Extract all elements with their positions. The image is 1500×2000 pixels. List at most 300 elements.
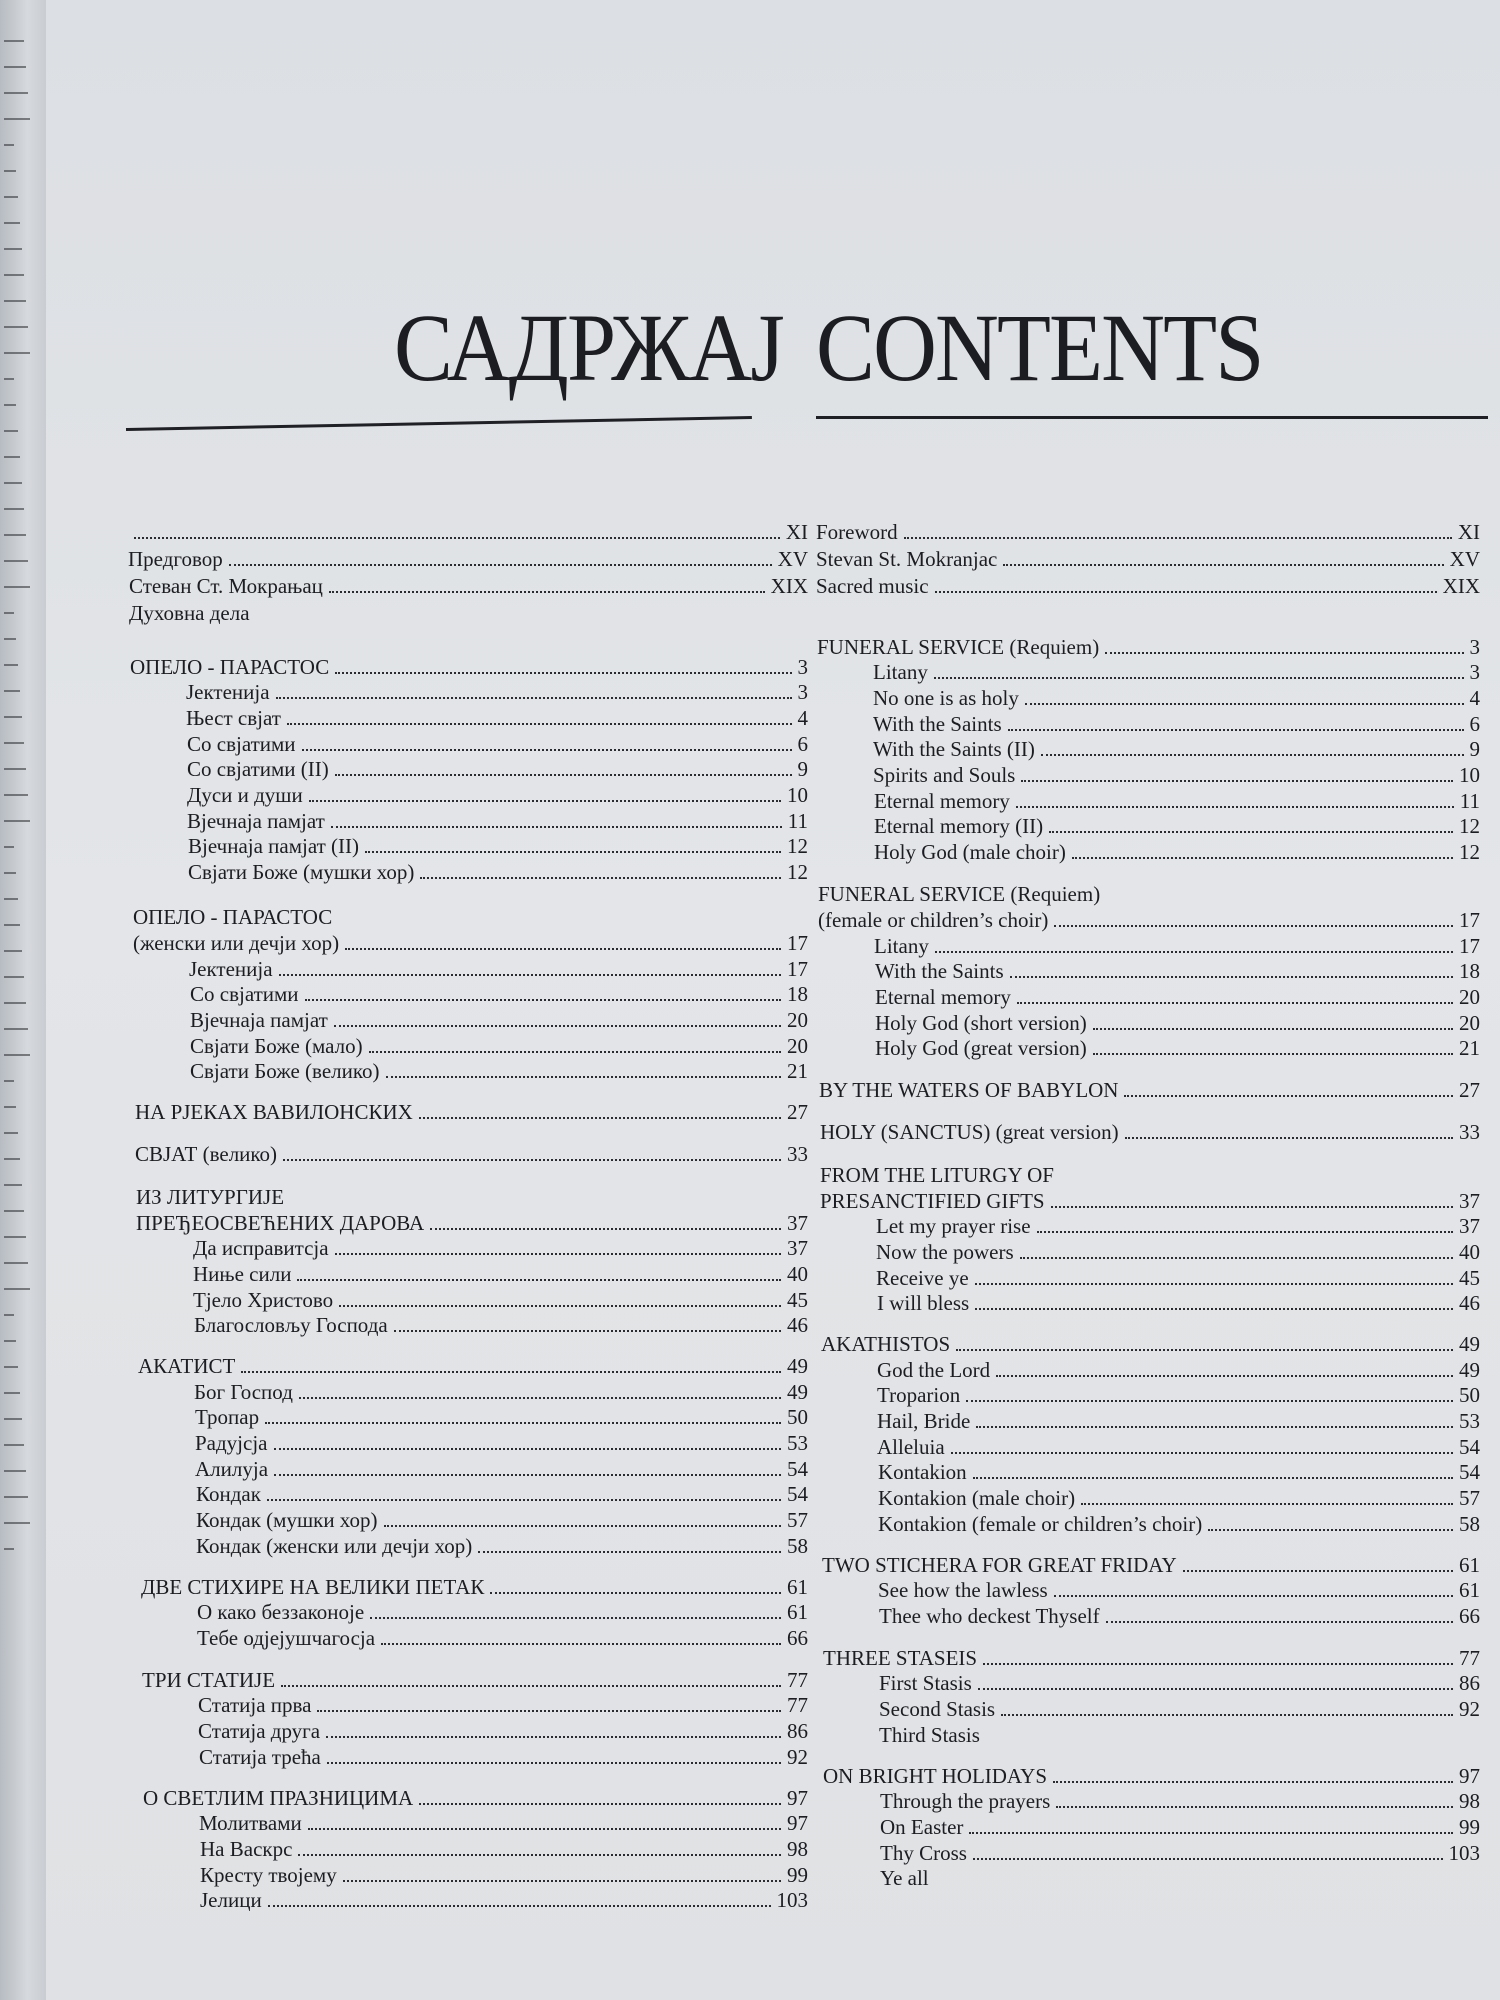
dot-leader <box>298 1854 781 1856</box>
toc-page-number: 4 <box>1469 686 1480 710</box>
toc-entry-title: Hail, Bride <box>877 1409 971 1433</box>
toc-subentry <box>875 1036 1480 1061</box>
toc-entry-title: Troparion <box>877 1383 961 1407</box>
toc-entry-title: With the Saints <box>873 712 1002 736</box>
dot-leader <box>339 1305 781 1307</box>
toc-entry <box>129 601 808 626</box>
toc-page-number: 10 <box>787 783 808 807</box>
toc-entry-title: Молитвами <box>199 1811 302 1835</box>
toc-page-number: 61 <box>1459 1553 1480 1577</box>
facing-page-text-fragment <box>4 664 18 666</box>
toc-entry-title: Eternal memory (II) <box>874 814 1044 838</box>
toc-entry <box>820 1189 1480 1214</box>
toc-entry-title: Алилуја <box>195 1457 269 1481</box>
facing-page-text-fragment <box>4 248 22 250</box>
facing-page-text-fragment <box>4 1470 26 1472</box>
toc-page-number: 17 <box>1459 934 1480 958</box>
toc-subentry <box>200 1863 808 1888</box>
facing-page-text-fragment <box>4 586 30 588</box>
facing-page-text-fragment <box>4 1132 18 1134</box>
toc-page-number: 58 <box>1459 1512 1480 1536</box>
toc-entry-title: О СВЕТЛИМ ПРАЗНИЦИМА <box>143 1786 414 1810</box>
toc-subentry <box>190 1059 808 1084</box>
toc-subentry <box>879 1723 1480 1748</box>
facing-page-text-fragment <box>4 1158 20 1160</box>
dot-leader <box>327 1762 781 1764</box>
toc-entry-title: Статија трећа <box>199 1745 321 1769</box>
dot-leader <box>1021 780 1453 782</box>
dot-leader <box>309 800 781 802</box>
toc-subentry <box>876 1214 1480 1239</box>
toc-page-number: 3 <box>1469 660 1480 684</box>
dot-leader <box>265 1422 781 1424</box>
toc-entry-title: Јектенија <box>186 680 270 704</box>
toc-entry-title: ОПЕЛО - ПАРАСТОС <box>133 905 333 929</box>
toc-page-number: 45 <box>1459 1266 1480 1290</box>
toc-subentry <box>879 1697 1480 1722</box>
dot-leader <box>370 1617 781 1619</box>
toc-entry-title: Тјело Христово <box>193 1288 334 1312</box>
facing-page-text-fragment <box>4 560 28 562</box>
facing-page-text-fragment <box>4 1522 30 1524</box>
toc-entry-title: Eternal memory <box>874 789 1010 813</box>
toc-page-number: XIX <box>770 574 808 598</box>
facing-page-text-fragment <box>4 690 20 692</box>
toc-entry <box>822 1553 1480 1578</box>
toc-entry <box>816 574 1480 599</box>
dot-leader <box>1017 1002 1453 1004</box>
toc-subentry <box>877 1291 1480 1316</box>
toc-page-number: 18 <box>787 982 808 1006</box>
toc-subentry <box>199 1745 808 1770</box>
toc-page-number: 49 <box>1459 1332 1480 1356</box>
dot-leader <box>345 948 781 950</box>
toc-entry-title: Holy God (short version) <box>875 1011 1087 1035</box>
facing-page-text-fragment <box>4 1366 18 1368</box>
toc-subentry <box>193 1236 808 1261</box>
toc-entry-title: ДВЕ СТИХИРЕ НА ВЕЛИКИ ПЕТАК <box>141 1575 485 1599</box>
facing-page-text-fragment <box>4 768 26 770</box>
dot-leader <box>1051 1206 1453 1208</box>
toc-page-number: 37 <box>787 1211 808 1235</box>
dot-leader <box>365 851 781 853</box>
toc-entry <box>817 635 1480 660</box>
dot-leader <box>973 1858 1443 1860</box>
dot-leader <box>274 1474 781 1476</box>
toc-page-number: 57 <box>1459 1486 1480 1510</box>
toc-subentry <box>195 1405 808 1430</box>
toc-subentry <box>193 1288 808 1313</box>
toc-entry-title: ИЗ ЛИТУРГИЈЕ <box>136 1185 285 1209</box>
dot-leader <box>287 723 792 725</box>
toc-entry-title: (female or children’s choir) <box>818 908 1049 932</box>
toc-subentry <box>198 1719 808 1744</box>
dot-leader <box>241 1371 781 1373</box>
toc-page-number: 17 <box>787 957 808 981</box>
toc-subentry <box>196 1482 808 1507</box>
toc-entry-title: Through the prayers <box>880 1789 1051 1813</box>
toc-entry <box>128 520 808 545</box>
toc-page-number: 98 <box>1459 1789 1480 1813</box>
toc-page-number: 49 <box>1459 1358 1480 1382</box>
facing-page-text-fragment <box>4 222 20 224</box>
toc-entry-title: Let my prayer rise <box>876 1214 1031 1238</box>
toc-page-number: 37 <box>1459 1189 1480 1213</box>
toc-page-number: 58 <box>787 1534 808 1558</box>
dot-leader <box>308 1828 781 1830</box>
toc-page-number: 37 <box>787 1236 808 1260</box>
toc-page-number: 33 <box>1459 1120 1480 1144</box>
facing-page-text-fragment <box>4 300 26 302</box>
toc-page-number: 20 <box>787 1034 808 1058</box>
toc-subentry <box>874 934 1480 959</box>
dot-leader <box>478 1551 781 1553</box>
toc-subentry <box>873 686 1480 711</box>
toc-entry <box>135 1142 808 1167</box>
dot-leader <box>419 1803 781 1805</box>
toc-entry-title: Тропар <box>195 1405 260 1429</box>
toc-entry <box>820 1120 1480 1145</box>
toc-subentry <box>190 1008 808 1033</box>
dot-leader <box>331 826 782 828</box>
toc-subentry <box>187 732 808 757</box>
toc-page-number: 97 <box>787 1786 808 1810</box>
facing-page-text-fragment <box>4 1288 30 1290</box>
toc-page-number: 17 <box>1459 908 1480 932</box>
toc-page-number: 66 <box>787 1626 808 1650</box>
toc-page-number: 61 <box>787 1575 808 1599</box>
toc-page-number: 9 <box>797 757 808 781</box>
toc-page-number: 97 <box>787 1811 808 1835</box>
toc-page-number: 54 <box>787 1457 808 1481</box>
facing-page-text-fragment <box>4 1054 30 1056</box>
toc-entry <box>135 1100 808 1125</box>
toc-page-number: 46 <box>787 1313 808 1337</box>
dot-leader <box>305 999 781 1001</box>
toc-subentry <box>195 1457 808 1482</box>
toc-entry-title: Вјечнаја памјат (II) <box>188 834 360 858</box>
toc-subentry <box>188 860 808 885</box>
toc-page-number: 27 <box>787 1100 808 1124</box>
facing-page-text-fragment <box>4 872 16 874</box>
dot-leader <box>283 1159 781 1161</box>
toc-page-number: 17 <box>787 931 808 955</box>
toc-page-number: 20 <box>1459 985 1480 1009</box>
title-rule-left <box>126 416 752 431</box>
dot-leader <box>386 1076 782 1078</box>
toc-entry-title: Litany <box>873 660 928 684</box>
dot-leader <box>1125 1137 1453 1139</box>
toc-subentry <box>875 1011 1480 1036</box>
toc-entry-title: Кондак (женски или дечји хор) <box>196 1534 473 1558</box>
toc-subentry <box>873 660 1480 685</box>
dot-leader <box>430 1228 781 1230</box>
toc-page-number: 12 <box>1459 814 1480 838</box>
dot-leader <box>1016 806 1454 808</box>
facing-page-text-fragment <box>4 1080 14 1082</box>
dot-leader <box>297 1279 781 1281</box>
toc-subentry <box>877 1358 1480 1383</box>
toc-page-number: 21 <box>787 1059 808 1083</box>
toc-subentry <box>878 1578 1480 1603</box>
toc-entry <box>136 1211 808 1236</box>
toc-subentry <box>187 757 808 782</box>
toc-entry-title: FROM THE LITURGY OF <box>820 1163 1054 1187</box>
toc-subentry <box>197 1626 808 1651</box>
toc-page-number: 18 <box>1459 959 1480 983</box>
toc-entry <box>133 931 808 956</box>
dot-leader <box>1056 1806 1453 1808</box>
facing-page-text-fragment <box>4 404 16 406</box>
toc-entry <box>143 1786 808 1811</box>
dot-leader <box>1049 831 1453 833</box>
toc-entry <box>816 520 1480 545</box>
facing-page-text-fragment <box>4 144 14 146</box>
toc-subentry <box>873 737 1480 762</box>
dot-leader <box>335 774 792 776</box>
dot-leader <box>935 591 1437 593</box>
toc-entry-title: Кондак (мушки хор) <box>196 1508 378 1532</box>
facing-page-text-fragment <box>4 352 30 354</box>
toc-page-number: 40 <box>787 1262 808 1286</box>
toc-page-number: 66 <box>1459 1604 1480 1628</box>
toc-page-number: 97 <box>1459 1764 1480 1788</box>
facing-page-text-fragment <box>4 92 28 94</box>
toc-page-number: 49 <box>787 1354 808 1378</box>
dot-leader <box>975 1283 1453 1285</box>
facing-page-text-fragment <box>4 898 18 900</box>
toc-entry-title: Радујсја <box>195 1431 268 1455</box>
toc-entry-title: BY THE WATERS OF BABYLON <box>819 1078 1119 1102</box>
toc-subentry <box>877 1435 1480 1460</box>
toc-entry <box>818 908 1480 933</box>
toc-entry <box>129 574 808 599</box>
dot-leader <box>956 1349 1453 1351</box>
dot-leader <box>1054 925 1453 927</box>
toc-entry-title: Свјати Боже (мушки хор) <box>188 860 415 884</box>
toc-entry-title: Foreword <box>816 520 898 544</box>
toc-page-number: 54 <box>1459 1460 1480 1484</box>
toc-entry-title: СВЈАТ (велико) <box>135 1142 278 1166</box>
toc-page-number: 57 <box>787 1508 808 1532</box>
facing-page-text-fragment <box>4 638 16 640</box>
dot-leader <box>1020 1257 1453 1259</box>
facing-page-text-fragment <box>4 430 18 432</box>
facing-page-text-fragment <box>4 1002 26 1004</box>
toc-entry-title: Благословљу Господа <box>194 1313 388 1337</box>
dot-leader <box>966 1400 1453 1402</box>
toc-page-number: 46 <box>1459 1291 1480 1315</box>
toc-entry-title: Со свјатими (II) <box>187 757 329 781</box>
toc-entry-title: THREE STASEIS <box>823 1646 978 1670</box>
toc-subentry <box>880 1866 1480 1891</box>
toc-subentry <box>188 834 808 859</box>
toc-entry-title: With the Saints (II) <box>873 737 1035 761</box>
dot-leader <box>279 974 781 976</box>
toc-entry-title: На Васкрс <box>200 1837 293 1861</box>
toc-subentry <box>200 1837 808 1862</box>
title-serbian: САДРЖАЈ <box>394 294 783 401</box>
facing-page-text-fragment <box>4 1444 24 1446</box>
toc-page-number: 99 <box>1459 1815 1480 1839</box>
toc-entry-title: ПРЕЂЕОСВЕЋЕНИХ ДАРОВА <box>136 1211 425 1235</box>
facing-page-text-fragment <box>4 794 28 796</box>
toc-subentry <box>193 1262 808 1287</box>
facing-page-text-fragment <box>4 196 18 198</box>
toc-entry <box>128 547 808 572</box>
toc-page-number: 20 <box>787 1008 808 1032</box>
toc-entry-title: Предговор <box>128 547 223 571</box>
dot-leader <box>934 677 1464 679</box>
facing-page-text-fragment <box>4 1028 28 1030</box>
title-english: CONTENTS <box>816 294 1263 401</box>
dot-leader <box>1105 652 1463 654</box>
facing-page-text-fragment <box>4 456 20 458</box>
toc-entry <box>823 1764 1480 1789</box>
toc-entry-title: Духовна дела <box>129 601 250 625</box>
toc-page-number: 11 <box>787 809 808 833</box>
dot-leader <box>1010 976 1453 978</box>
toc-page-number: 10 <box>1459 763 1480 787</box>
facing-page-text-fragment <box>4 1418 22 1420</box>
toc-entry <box>141 1575 808 1600</box>
toc-entry-title: Дуси и души <box>187 783 303 807</box>
toc-page-number: XV <box>1449 547 1480 571</box>
toc-entry-title: Holy God (male choir) <box>874 840 1066 864</box>
dot-leader <box>1093 1028 1453 1030</box>
toc-page-number: 45 <box>787 1288 808 1312</box>
book-page <box>46 0 1500 2000</box>
toc-subentry <box>879 1604 1480 1629</box>
toc-subentry <box>196 1534 808 1559</box>
toc-page-number: 20 <box>1459 1011 1480 1035</box>
dot-leader <box>935 951 1453 953</box>
toc-subentry <box>190 982 808 1007</box>
dot-leader <box>299 1397 781 1399</box>
facing-page-text-fragment <box>4 40 24 42</box>
toc-page-number: 37 <box>1459 1214 1480 1238</box>
toc-page-number: 11 <box>1459 789 1480 813</box>
facing-page-text-fragment <box>4 1106 16 1108</box>
toc-subentry <box>880 1789 1480 1814</box>
toc-page-number: 77 <box>787 1668 808 1692</box>
facing-page-text-fragment <box>4 1210 24 1212</box>
dot-leader <box>267 1499 781 1501</box>
dot-leader <box>229 564 772 566</box>
toc-page-number: 49 <box>787 1380 808 1404</box>
facing-page-text-fragment <box>4 66 26 68</box>
toc-entry-title: Стеван Ст. Мокрањац <box>129 574 323 598</box>
toc-page-number: XV <box>777 547 808 571</box>
toc-entry-title: No one is as holy <box>873 686 1019 710</box>
toc-page-number: 86 <box>787 1719 808 1743</box>
facing-page-text-fragment <box>4 274 24 276</box>
dot-leader <box>1183 1570 1453 1572</box>
facing-page-text-fragment <box>4 534 26 536</box>
toc-entry-title: FUNERAL SERVICE (Requiem) <box>817 635 1100 659</box>
toc-subentry <box>874 789 1480 814</box>
facing-page-text-fragment <box>4 1340 16 1342</box>
dot-leader <box>335 672 791 674</box>
toc-entry <box>138 1354 808 1379</box>
facing-page-edge <box>0 0 46 2000</box>
toc-subentry <box>878 1512 1480 1537</box>
toc-entry-title: Kontakion <box>878 1460 967 1484</box>
toc-subentry <box>878 1486 1480 1511</box>
dot-leader <box>317 1710 781 1712</box>
toc-entry <box>823 1646 1480 1671</box>
toc-subentry <box>876 1240 1480 1265</box>
dot-leader <box>1081 1503 1453 1505</box>
toc-subentry <box>187 783 808 808</box>
toc-entry-title: FUNERAL SERVICE (Requiem) <box>818 882 1101 906</box>
toc-entry-title: HOLY (SANCTUS) (great version) <box>820 1120 1119 1144</box>
dot-leader <box>1072 857 1453 859</box>
toc-entry-title: I will bless <box>877 1291 970 1315</box>
toc-page-number: 61 <box>787 1600 808 1624</box>
toc-page-number: 103 <box>1448 1841 1480 1865</box>
dot-leader <box>1093 1053 1453 1055</box>
dot-leader <box>1053 1781 1453 1783</box>
toc-entry-title: Second Stasis <box>879 1697 996 1721</box>
toc-entry-title: АКАТИСТ <box>138 1354 236 1378</box>
facing-page-text-fragment <box>4 612 14 614</box>
toc-page-number: 12 <box>787 834 808 858</box>
toc-entry-title: НА РЈЕКАХ ВАВИЛОНСКИХ <box>135 1100 413 1124</box>
dot-leader <box>335 1253 781 1255</box>
dot-leader <box>1003 564 1443 566</box>
toc-page-number: 27 <box>1459 1078 1480 1102</box>
facing-page-text-fragment <box>4 716 22 718</box>
dot-leader <box>134 537 780 539</box>
toc-page-number: 3 <box>797 655 808 679</box>
toc-entry-title: Receive ye <box>876 1266 969 1290</box>
dot-leader <box>326 1736 781 1738</box>
dot-leader <box>343 1880 781 1882</box>
dot-leader <box>983 1663 1453 1665</box>
toc-entry-title: On Easter <box>880 1815 964 1839</box>
toc-subentry <box>876 1266 1480 1291</box>
toc-subentry <box>194 1313 808 1338</box>
dot-leader <box>1008 729 1464 731</box>
facing-page-text-fragment <box>4 742 24 744</box>
facing-page-text-fragment <box>4 820 30 822</box>
toc-entry-title: Thy Cross <box>880 1841 967 1865</box>
toc-entry-title: Thee who deckest Thyself <box>879 1604 1100 1628</box>
toc-subentry <box>877 1409 1480 1434</box>
toc-entry-title: Kontakion (male choir) <box>878 1486 1076 1510</box>
dot-leader <box>1001 1714 1453 1716</box>
toc-entry-title: Јектенија <box>189 957 273 981</box>
toc-page-number: 21 <box>1459 1036 1480 1060</box>
facing-page-text-fragment <box>4 1262 28 1264</box>
dot-leader <box>1037 1231 1453 1233</box>
toc-entry-title: ОПЕЛО - ПАРАСТОС <box>130 655 330 679</box>
toc-page-number: 103 <box>776 1888 808 1912</box>
toc-subentry <box>186 680 808 705</box>
toc-page-number: 53 <box>1459 1409 1480 1433</box>
facing-page-text-fragment <box>4 482 22 484</box>
toc-entry <box>142 1668 808 1693</box>
dot-leader <box>996 1375 1453 1377</box>
dot-leader <box>329 591 765 593</box>
toc-entry-title: Јелици <box>200 1888 262 1912</box>
toc-entry-title: Third Stasis <box>879 1723 980 1747</box>
toc-subentry <box>195 1431 808 1456</box>
facing-page-text-fragment <box>4 170 16 172</box>
toc-entry-title: Holy God (great version) <box>875 1036 1087 1060</box>
toc-entry-title: Свјати Боже (велико) <box>190 1059 380 1083</box>
